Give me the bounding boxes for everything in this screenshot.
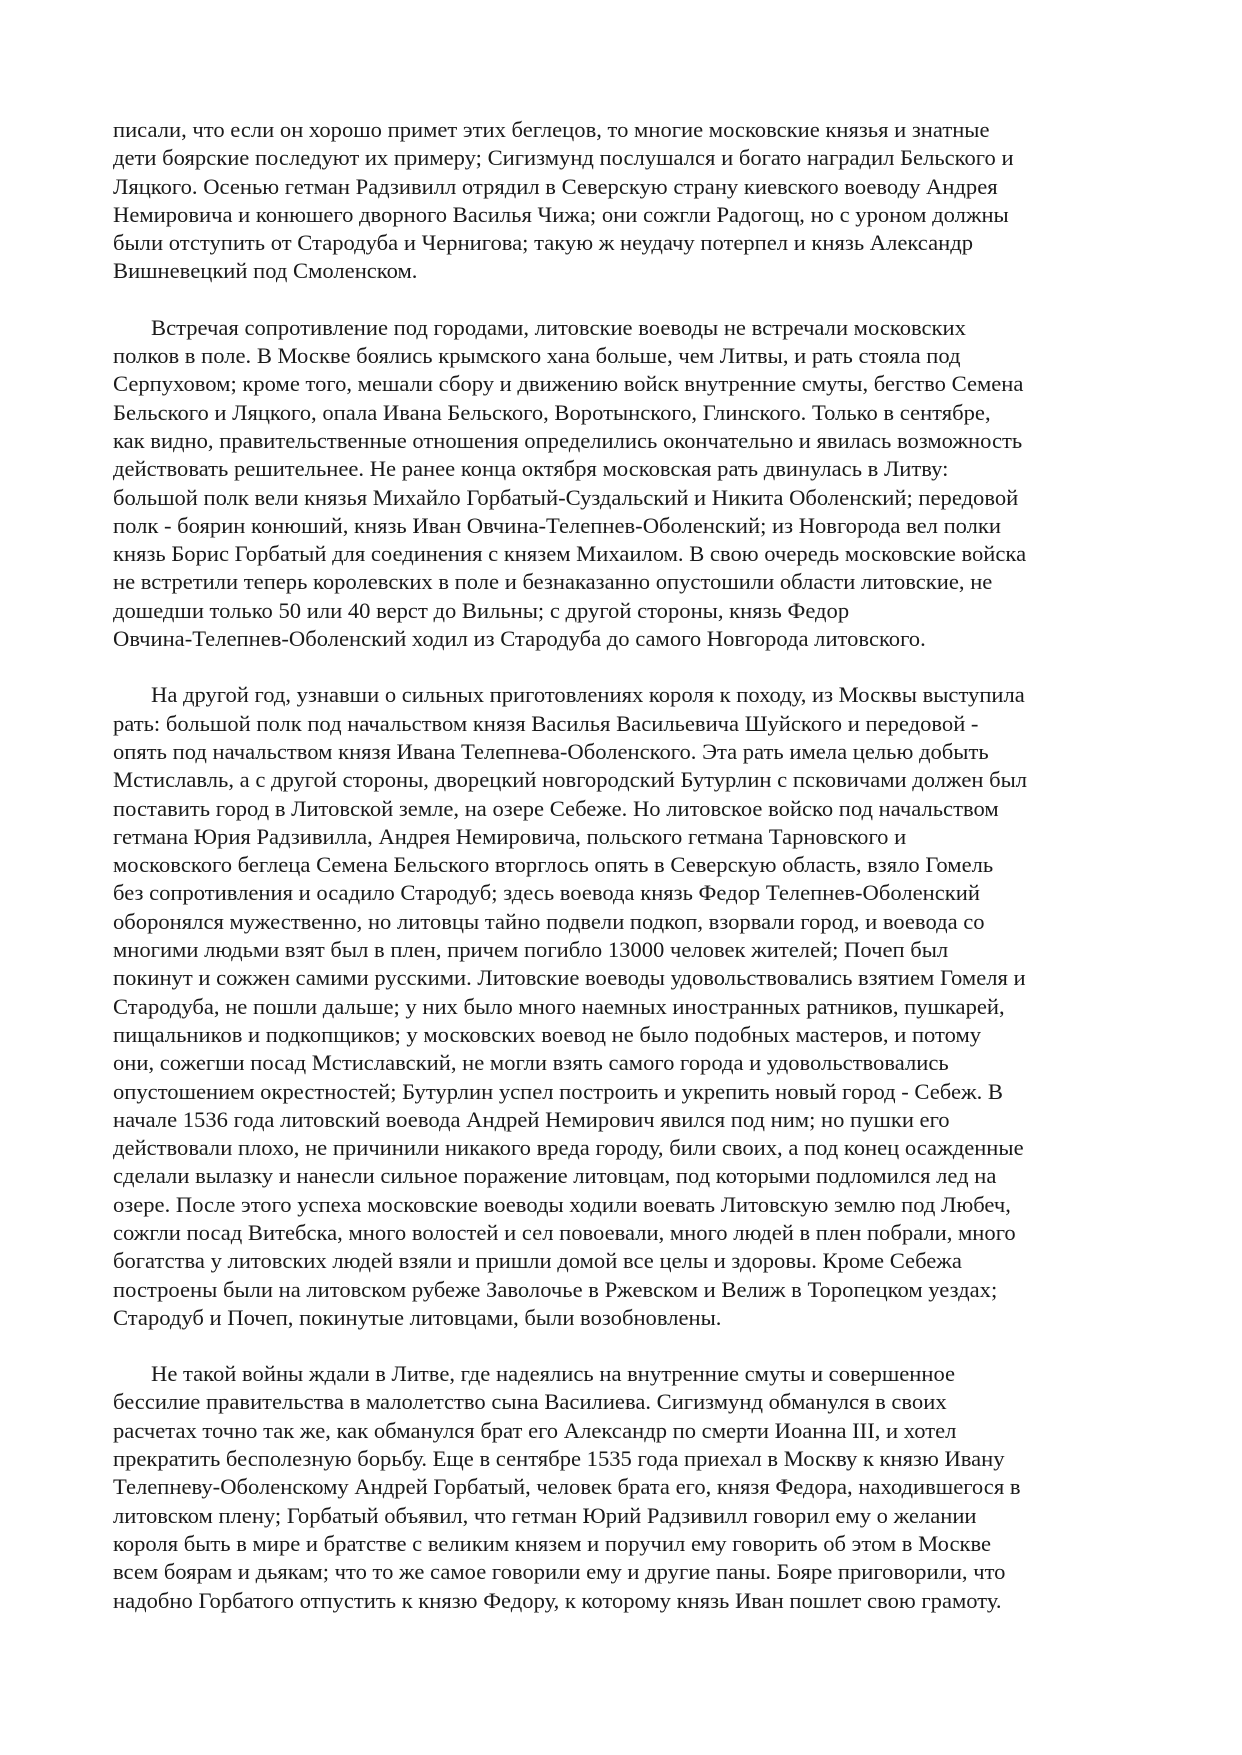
text-line: всем боярам и дьякам; что то же самое говорили ему и другие паны. Бояре приговорили, что	[113, 1559, 1006, 1585]
text-line: оборонялся мужественно, но литовцы тайно подвели подкоп, взорвали город, и воевода со	[113, 908, 985, 934]
paragraph	[113, 314, 1133, 654]
text-line: дошедши только 50 или 40 верст до Вильны; с другой стороны, князь Федор	[113, 597, 850, 623]
text-line: дети боярские последуют их примеру; Сигизмунд послушался и богато наградил Бельского и	[113, 145, 1014, 171]
text-line: большой полк вели князья Михайло Горбатый-Суздальский и Никита Оболенский; передовой	[113, 484, 1019, 510]
text-line: литовском плену; Горбатый объявил, что гетман Юрий Радзивилл говорил ему о желании	[113, 1502, 977, 1528]
text-line: как видно, правительственные отношения определились окончательно и явилась возможность	[113, 427, 1023, 453]
text-line: Мстиславль, а с другой стороны, дворецкий новгородский Бутурлин с псковичами должен был	[113, 767, 1028, 793]
text-line: Немировича и конюшего дворного Василья Чижа; они сожгли Радогощ, но с уроном должны	[113, 201, 1009, 227]
text-line: надобно Горбатого отпустить к князю Федору, к которому князь Иван пошлет свою грамоту.	[113, 1587, 1002, 1613]
text-line: поставить город в Литовской земле, на озере Себеже. Но литовское войско под начальством	[113, 795, 999, 821]
text-line: Стародуб и Почеп, покинутые литовцами, были возобновлены.	[113, 1304, 722, 1330]
text-line: покинут и сожжен самими русскими. Литовские воеводы удовольствовались взятием Гомеля и	[113, 965, 1026, 991]
text-line: они, сожегши посад Мстиславский, не могли взять самого города и удовольствовались	[113, 1050, 949, 1076]
paragraph	[113, 681, 1133, 1332]
text-line: Не такой войны ждали в Литве, где надеялись на внутренние смуты и совершенное	[151, 1361, 956, 1387]
text-line: были отступить от Стародуба и Чернигова; такую ж неудачу потерпел и князь Александр	[113, 230, 974, 256]
text-line: многими людьми взят был в плен, причем погибло 13000 человек жителей; Почеп был	[113, 937, 949, 963]
text-line: опустошением окрестностей; Бутурлин успел построить и укрепить новый город - Себеж. В	[113, 1078, 1003, 1104]
paragraph	[113, 116, 1133, 286]
text-line: построены были на литовском рубеже Заволочье в Ржевском и Велиж в Торопецком уездах;	[113, 1276, 998, 1302]
text-line: без сопротивления и осадило Стародуб; здесь воевода князь Федор Телепнев-Оболенский	[113, 880, 980, 906]
text-line: На другой год, узнавши о сильных приготовлениях короля к походу, из Москвы выступила	[151, 682, 1025, 708]
text-line: Серпуховом; кроме того, мешали сбору и движению войск внутренние смуты, бегство Семена	[113, 371, 1024, 397]
text-line: опять под начальством князя Ивана Телепнева-Оболенского. Эта рать имела целью добыть	[113, 738, 989, 764]
text-line: Овчина-Телепнев-Оболенский ходил из Стародуба до самого Новгорода литовского.	[113, 626, 926, 652]
text-line: действовать решительнее. Не ранее конца октября московская рать двинулась в Литву:	[113, 456, 949, 482]
text-line: писали, что если он хорошо примет этих беглецов, то многие московские князья и знатные	[113, 117, 990, 142]
text-line: не встретили теперь королевских в поле и безнаказанно опустошили области литовские, не	[113, 569, 993, 595]
text-line: полков в поле. В Москве боялись крымского хана больше, чем Литвы, и рать стояла под	[113, 343, 961, 369]
text-line: рать: большой полк под начальством князя Василья Васильевича Шуйского и передовой -	[113, 710, 979, 736]
text-line: прекратить бесполезную борьбу. Еще в сентябре 1535 года приехал в Москву к князю Ивану	[113, 1446, 1005, 1472]
text-line: озере. После этого успеха московские воеводы ходили воевать Литовскую землю под Любеч,	[113, 1191, 1011, 1217]
text-line: бессилие правительства в малолетство сына Василиева. Сигизмунд обманулся в своих	[113, 1389, 947, 1415]
text-line: Бельского и Ляцкого, опала Ивана Бельского, Воротынского, Глинского. Только в сентябре,	[113, 399, 991, 425]
text-line: сожгли посад Витебска, много волостей и сел повоевали, много людей в плен побрали, много	[113, 1219, 1016, 1245]
text-line: сделали вылазку и нанесли сильное поражение литовцам, под которыми подломился лед на	[113, 1163, 997, 1189]
text-line: Ляцкого. Осенью гетман Радзивилл отрядил в Северскую страну киевского воеводу Андрея	[113, 173, 998, 199]
text-line: Встречая сопротивление под городами, литовские воеводы не встречали московских	[151, 314, 966, 340]
text-line: гетмана Юрия Радзивилла, Андрея Немировича, польского гетмана Тарновского и	[113, 823, 907, 849]
paragraph	[113, 1360, 1133, 1615]
text-line: богатства у литовских людей взяли и пришли домой все целы и здоровы. Кроме Себежа	[113, 1248, 962, 1274]
text-line: Стародуба, не пошли дальше; у них было много наемных иностранных ратников, пушкарей,	[113, 993, 1005, 1019]
text-line: короля быть в мире и братстве с великим князем и поручил ему говорить об этом в Москве	[113, 1530, 992, 1556]
text-line: полк - боярин конюший, князь Иван Овчина-Телепнев-Оболенский; из Новгорода вел полки	[113, 512, 1002, 538]
text-line: Телепневу-Оболенскому Андрей Горбатый, человек брата его, князя Федора, находившегося в	[113, 1474, 1021, 1500]
text-line: московского беглеца Семена Бельского вторглось опять в Северскую область, взяло Гомель	[113, 852, 994, 878]
text-line: действовали плохо, не причинили никакого вреда городу, били своих, а под конец осажденные	[113, 1135, 1024, 1161]
document-page	[113, 116, 1133, 1615]
text-line: начале 1536 года литовский воевода Андрей Немирович явился под ним; но пушки его	[113, 1106, 950, 1132]
text-line: Вишневецкий под Смоленском.	[113, 258, 418, 284]
text-line: расчетах точно так же, как обманулся брат его Александр по смерти Иоанна III, и хотел	[113, 1417, 957, 1443]
text-line: пищальников и подкопщиков; у московских воевод не было подобных мастеров, и потому	[113, 1021, 982, 1047]
text-line: князь Борис Горбатый для соединения с князем Михаилом. В свою очередь московские войска	[113, 541, 1027, 567]
